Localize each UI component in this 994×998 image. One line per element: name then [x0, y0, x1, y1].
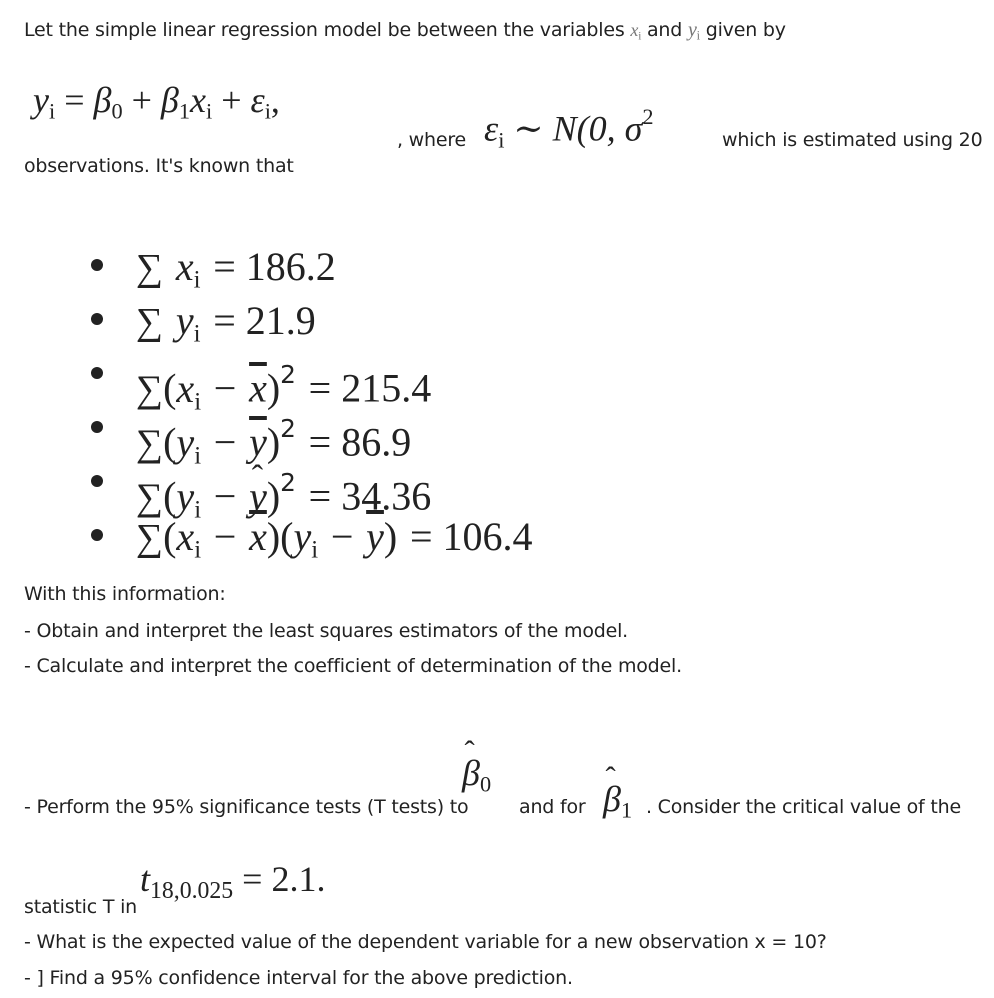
intro-and: and — [646, 19, 683, 41]
sum-item: $\sum(x_i - \overline{x})^2 = 215.4$ — [136, 348, 533, 402]
task-perform: - Perform the 95% significance tests (T tests) to — [24, 796, 469, 818]
where-text: , where — [397, 129, 467, 151]
beta1-hat: ˆ $\beta_1$ — [603, 778, 632, 824]
bullet — [91, 529, 103, 541]
intro-lead: Let the simple linear regression model be between the variables — [24, 19, 625, 41]
sum-item: $\sum(x_i - \overline{x})(y_i - \overline{y}) = 106.4$ — [136, 510, 533, 564]
bullet — [91, 421, 103, 433]
model-equation: $y_i = \beta_0 + \beta_1x_i + \varepsilon_i$, — [33, 80, 280, 124]
bullet — [91, 475, 103, 487]
beta0-hat: ˆ $\beta_0$ — [462, 752, 491, 798]
bullet — [91, 313, 103, 325]
sums-list — [136, 240, 533, 564]
task-obtain: - Obtain and interpret the least squares estimators of the model. — [24, 620, 629, 642]
error-distribution: $\varepsilon_i$ ∼ N(0, $\sigma^2$ — [484, 104, 654, 153]
critical-value: $t_{18,0.025} = 2.1$. — [140, 859, 326, 905]
intro-tail: given by — [705, 19, 786, 41]
with-info-text: With this information: — [24, 583, 226, 605]
sum-item: $\sum(y_i$ − ˆ y)$^2$ = 34.36 — [136, 456, 533, 510]
intro-line — [24, 19, 786, 44]
and-for-text: and for — [519, 796, 586, 818]
known-text: observations. It's known that — [24, 155, 294, 177]
var-y: $y_i$ — [687, 19, 700, 43]
bullet — [91, 259, 103, 271]
sum-item: ∑ $y_i = 21.9$ — [136, 294, 533, 348]
sum-item: ∑ $x_i = 186.2$ — [136, 240, 533, 294]
bullet — [91, 367, 103, 379]
task-expected: - What is the expected value of the dependent variable for a new observation x = 10? — [24, 931, 827, 953]
statistic-text: statistic T in — [24, 896, 137, 918]
consider-text: . Consider the critical value of the — [646, 796, 961, 818]
estimated-text: which is estimated using 20 — [722, 129, 983, 151]
task-calculate: - Calculate and interpret the coefficient of determination of the model. — [24, 655, 682, 677]
task-interval: - ] Find a 95% confidence interval for the above prediction. — [24, 967, 573, 989]
var-x: $x_i$ — [630, 20, 642, 43]
sum-item: $\sum(y_i - \overline{y})^2 = 86.9$ — [136, 402, 533, 456]
